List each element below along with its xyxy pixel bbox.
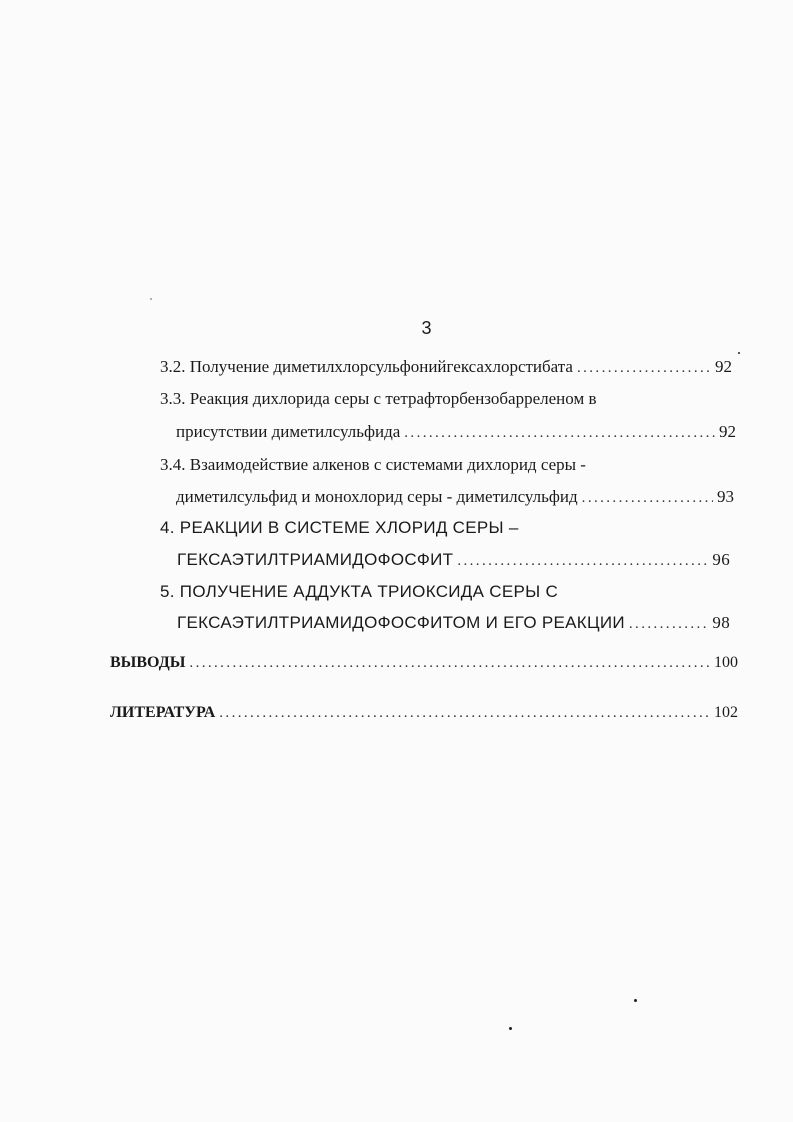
page-number: 3: [421, 318, 432, 338]
toc-entry-title: диметилсульфид и монохлорид серы - диметилсульфид: [176, 487, 578, 506]
toc-entry-page: 102: [714, 704, 738, 721]
toc-leader-dots: [189, 652, 710, 674]
toc-leader-dots: [577, 357, 711, 379]
toc-entry-title: 3.4. Взаимодействие алкенов с системами дихлорид серы -: [160, 455, 586, 474]
toc-leader-dots: [582, 487, 713, 509]
toc-entry-references: [110, 702, 738, 724]
toc-entry-page: 96: [712, 550, 730, 569]
scan-speck: [150, 298, 152, 300]
toc-entry-title: 3.3. Реакция дихлорида серы с тетрафторбензобарреленом в: [160, 389, 597, 408]
toc-entry-page: 93: [717, 487, 734, 506]
toc-entry-3-3-continued: [176, 421, 736, 444]
toc-entry-3-4: [160, 454, 586, 476]
toc-entry-title: 3.2. Получение диметилхлорсульфонийгексахлорстибата: [160, 357, 573, 376]
toc-entry-4: [160, 517, 519, 539]
toc-entry-page: 92: [715, 357, 732, 376]
toc-leader-dots: [404, 422, 715, 444]
toc-leader-dots: [457, 550, 708, 572]
toc-entry-conclusions: [110, 652, 738, 674]
toc-entry-3-4-continued: [176, 486, 734, 509]
toc-entry-title: 5. ПОЛУЧЕНИЕ АДДУКТА ТРИОКСИДА СЕРЫ С: [160, 582, 559, 601]
toc-leader-dots: [629, 613, 708, 635]
toc-entry-title: 4. РЕАКЦИИ В СИСТЕМЕ ХЛОРИД СЕРЫ –: [160, 518, 519, 537]
toc-entry-page: 100: [714, 654, 738, 671]
toc-entry-page: 92: [719, 422, 736, 441]
toc-entry-title: ГЕКСАЭТИЛТРИАМИДОФОСФИТОМ И ЕГО РЕАКЦИИ: [177, 613, 625, 632]
toc-entry-title: ЛИТЕРАТУРА: [110, 704, 216, 721]
toc-entry-title: ВЫВОДЫ: [110, 654, 186, 671]
scan-speck: [738, 352, 740, 354]
toc-entry-5-continued: [177, 612, 730, 635]
toc-entry-4-continued: [177, 549, 730, 572]
toc-entry-3-3: [160, 388, 596, 410]
toc-entry-title: ГЕКСАЭТИЛТРИАМИДОФОСФИТ: [177, 550, 454, 569]
toc-entry-3-2: [160, 356, 732, 379]
scan-speck: [634, 999, 637, 1002]
toc-leader-dots: [219, 702, 710, 724]
toc-entry-page: 98: [712, 613, 730, 632]
toc-entry-5: [160, 581, 558, 603]
toc-entry-title: присутствии диметилсульфида: [176, 422, 401, 441]
scan-speck: [509, 1027, 512, 1030]
